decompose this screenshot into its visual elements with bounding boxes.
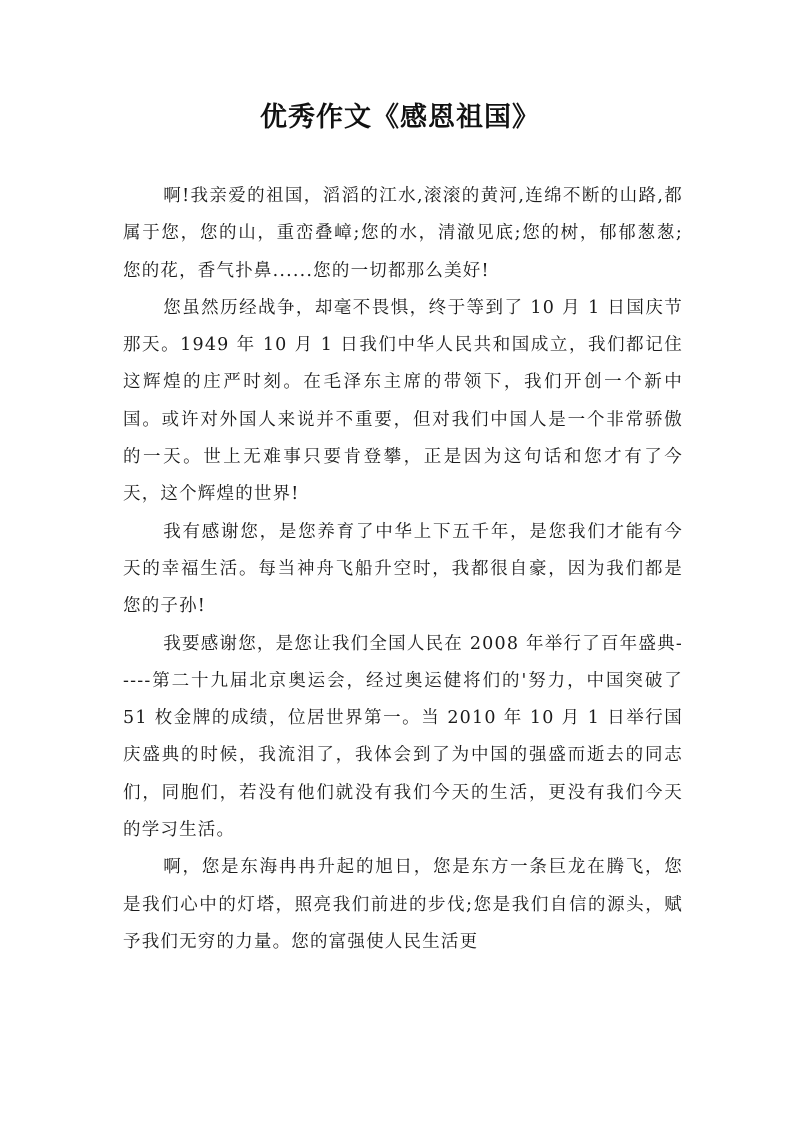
paragraph-5: 啊，您是东海冉冉升起的旭日，您是东方一条巨龙在腾飞，您是我们心中的灯塔，照亮我们前进的步伐;您是我们自信的源头，赋予我们无穷的力量。您的富强使人民生活更	[123, 857, 683, 952]
document-body	[123, 178, 683, 961]
paragraph-3: 我有感谢您，是您养育了中华上下五千年，是您我们才能有今天的幸福生活。每当神舟飞船升空时，我都很自豪，因为我们都是您的子孙!	[123, 521, 683, 617]
paragraph-2: 您虽然历经战争，却毫不畏惧，终于等到了 10 月 1 日国庆节那天。1949 年 10 月 1 日我们中华人民共和国成立，我们都记住这辉煌的庄严时刻。在毛泽东主席的带领下，我们开创一个新中国。或许对外国人来说并不重要，但对我们中国人是一个非常骄傲的一天。世上无难事只要肯登攀，正是因为这句话和您才有了今天，这个辉煌的世界!	[123, 297, 683, 505]
document-title: 优秀作文《感恩祖国》	[260, 102, 540, 133]
paragraph-1: 啊!我亲爱的祖国，滔滔的江水,滚滚的黄河,连绵不断的山路,都属于您，您的山，重峦叠嶂;您的水，清澈见底;您的树，郁郁葱葱;您的花，香气扑鼻......您的一切都那么美好!	[123, 186, 683, 281]
paragraph-4: 我要感谢您，是您让我们全国人民在 2008 年举行了百年盛典-----第二十九届北京奥运会，经过奥运健将们的'努力，中国突破了 51 枚金牌的成绩，位居世界第一。当 2010 年 10 月 1 日举行国庆盛典的时候，我流泪了，我体会到了为中国的强盛而逝去的同志们，同胞们，若没有他们就没有我们今天的生活，更没有我们今天的学习生活。	[123, 633, 683, 841]
